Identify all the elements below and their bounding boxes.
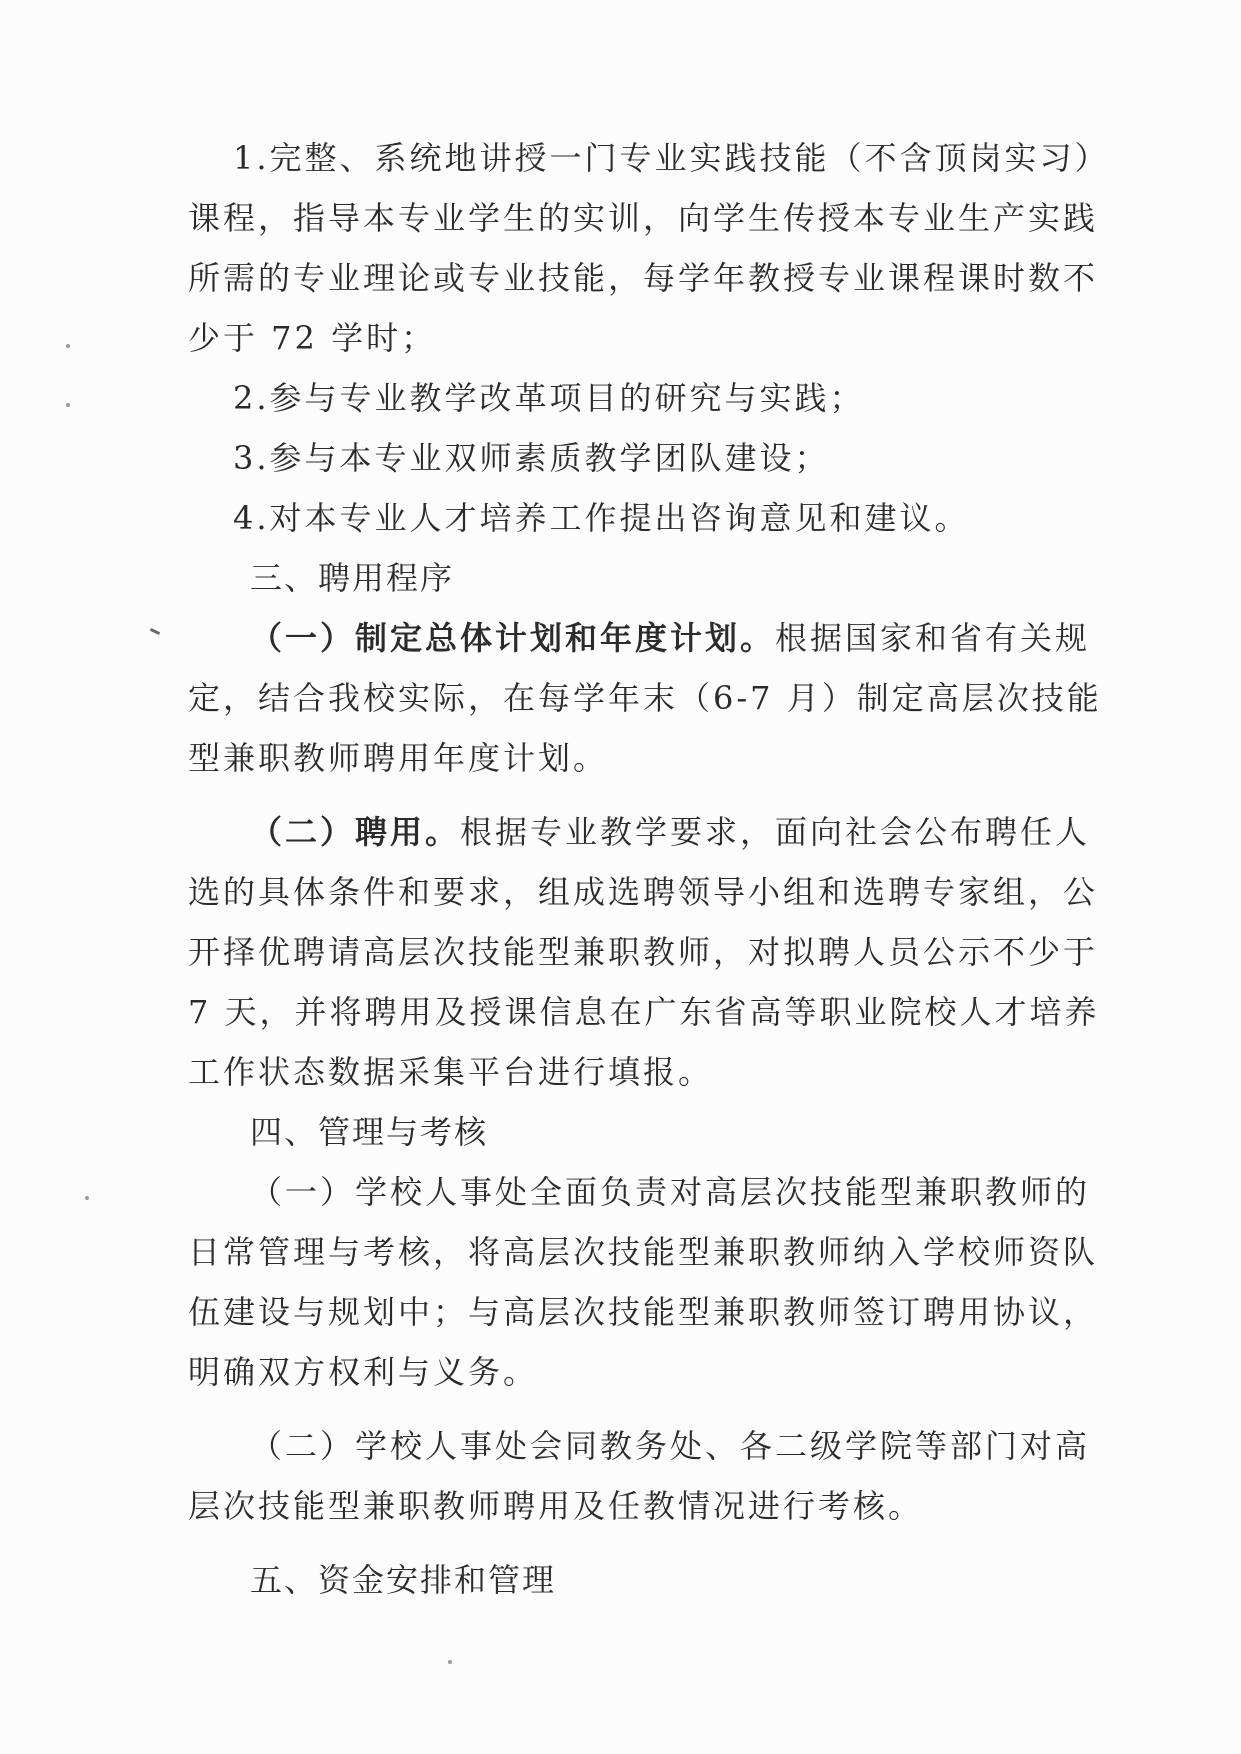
section-heading: 四、管理与考核 [250,1113,489,1151]
paragraph-line [188,608,1091,668]
paragraph-line: 层次技能型兼职教师聘用及任教情况进行考核。 [188,1487,924,1525]
paragraph-line: 伍建设与规划中；与高层次技能型兼职教师签订聘用协议， [188,1293,1099,1331]
section3-item-2 [188,802,1100,1102]
duty-item-2: 2.参与专业教学改革项目的研究与实践； [233,379,865,417]
section3-item-1 [188,608,1102,788]
item-title: （一）制定总体计划和年度计划。 [250,619,776,657]
item-text: 根据国家和省有关规 [775,619,1091,657]
paragraph-line: 型兼职教师聘用年度计划。 [188,739,609,777]
scan-speck [85,1196,89,1200]
paragraph-line: 少于 72 学时； [188,319,437,357]
paragraph-line: 开择优聘请高层次技能型兼职教师，对拟聘人员公示不少于 [188,933,1099,971]
duty-item-4: 4.对本专业人才培养工作提出咨询意见和建议。 [233,499,970,537]
duty-item-3: 3.参与本专业双师素质教学团队建设； [233,439,830,477]
paragraph-line: 明确双方权利与义务。 [188,1353,539,1391]
duty-item-1 [188,128,1110,368]
paragraph-line: （一）学校人事处全面负责对高层次技能型兼职教师的 [250,1173,1091,1211]
paragraph-line: 工作状态数据采集平台进行填报。 [188,1053,714,1091]
scan-speck [66,344,70,348]
paragraph-line: 所需的专业理论或专业技能，每学年教授专业课程课时数不 [188,259,1099,297]
paragraph-line: 选的具体条件和要求，组成选聘领导小组和选聘专家组，公 [188,873,1099,911]
scan-speck [66,403,70,407]
paragraph-line: （二）学校人事处会同教务处、各二级学院等部门对高 [250,1427,1091,1465]
scan-speck [448,1660,452,1664]
item-title: （二）聘用。 [250,813,461,851]
section-heading: 三、聘用程序 [250,559,455,597]
paragraph-line: 课程，指导本专业学生的实训，向学生传授本专业生产实践 [188,199,1099,237]
paragraph-line: 定，结合我校实际，在每学年末（6-7 月）制定高层次技能 [188,679,1102,717]
document-body [188,128,1110,1610]
scan-mark [150,628,160,635]
item-text: 根据专业教学要求，面向社会公布聘任人 [460,813,1091,851]
section4-item-1 [188,1162,1099,1402]
paragraph-line: 日常管理与考核，将高层次技能型兼职教师纳入学校师资队 [188,1233,1099,1271]
paragraph-line: 7 天，并将聘用及授课信息在广东省高等职业院校人才培养 [188,993,1100,1031]
section4-item-2 [188,1416,1091,1536]
section-heading: 五、资金安排和管理 [250,1561,557,1599]
paragraph-line: 1.完整、系统地讲授一门专业实践技能（不含顶岗实习） [233,139,1110,177]
paragraph-line [188,802,1091,862]
